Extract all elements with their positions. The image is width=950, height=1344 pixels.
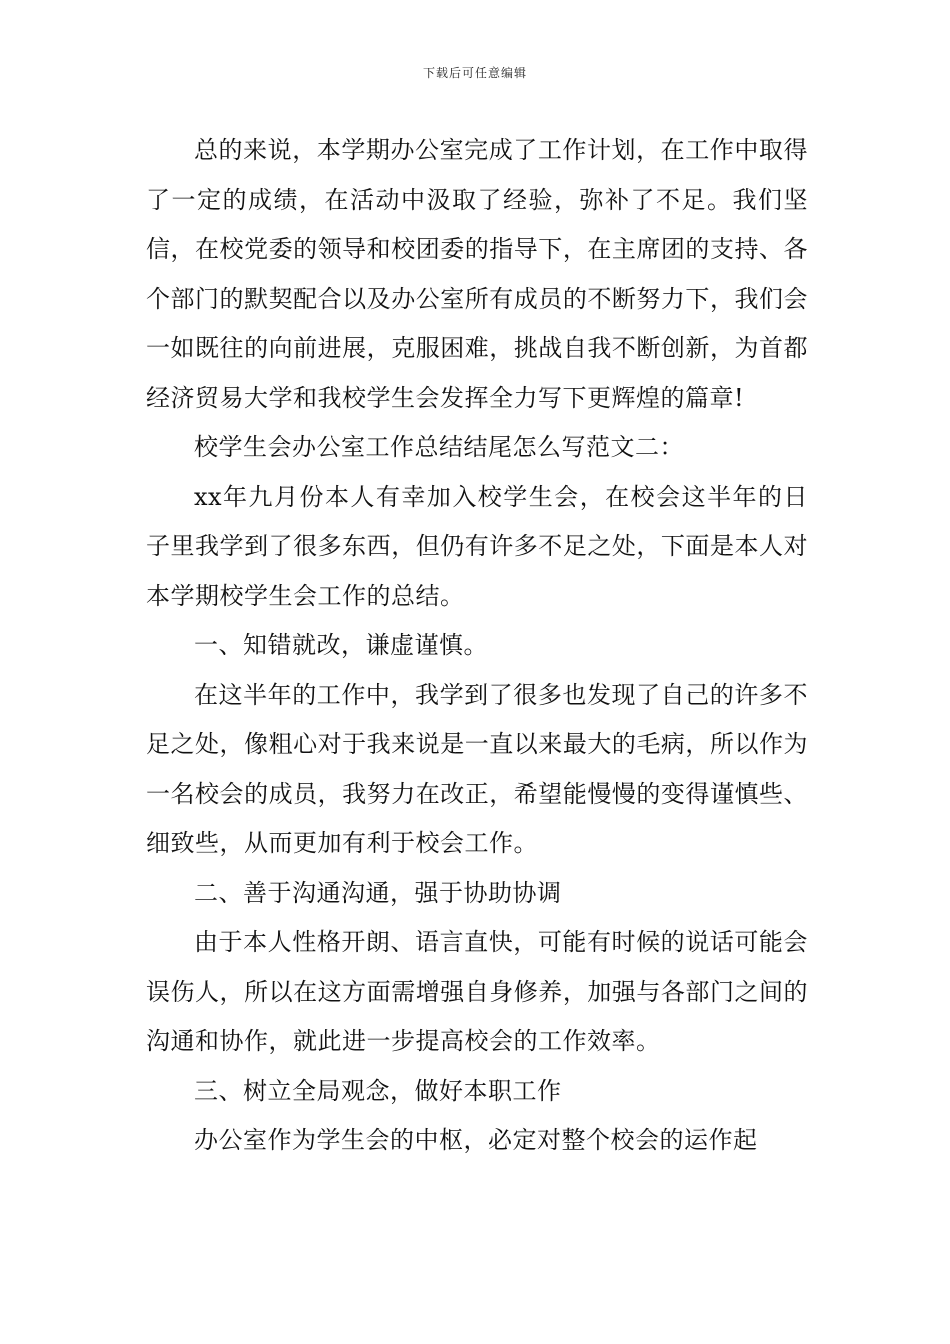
- paragraph-section-2: 由于本人性格开朗、语言直快，可能有时候的说话可能会误伤人，所以在这方面需增强自身修养，加强与各部门之间的沟通和协作，就此进一步提高校会的工作效率。: [146, 928, 808, 1055]
- paragraph-intro: xx年九月份本人有幸加入校学生会，在校会这半年的日子里我学到了很多东西，但仍有许多不足之处，下面是本人对本学期校学生会工作的总结。: [146, 482, 808, 610]
- section-heading-3: 三、树立全局观念，做好本职工作: [194, 1076, 562, 1105]
- section-heading-2: 二、善于沟通沟通，强于协助协调: [194, 878, 562, 907]
- paragraph-summary: 总的来说，本学期办公室完成了工作计划，在工作中取得了一定的成绩，在活动中汲取了经验，弥补了不足。我们坚信，在校党委的领导和校团委的指导下，在主席团的支持、各个部门的默契配合以及办公室所有成员的不断努力下，我们会一如既往的向前进展，克服困难，挑战自我不断创新，为首都经济贸易大学和我校学生会发挥全力写下更辉煌的篇章!: [146, 136, 808, 412]
- section-heading-1: 一、知错就改，谦虚谨慎。: [194, 631, 488, 659]
- document-body: [146, 126, 808, 1166]
- paragraph-sample-title: 校学生会办公室工作总结结尾怎么写范文二：: [194, 433, 684, 461]
- paragraph-section-1: 在这半年的工作中，我学到了很多也发现了自己的许多不足之处，像粗心对于我来说是一直以来最大的毛病，所以作为一名校会的成员，我努力在改正，希望能慢慢的变得谨慎些、细致些，从而更加有利于校会工作。: [146, 680, 808, 857]
- paragraph-section-3: 办公室作为学生会的中枢，必定对整个校会的运作起: [194, 1126, 758, 1154]
- page-header: 下载后可任意编辑: [422, 66, 527, 80]
